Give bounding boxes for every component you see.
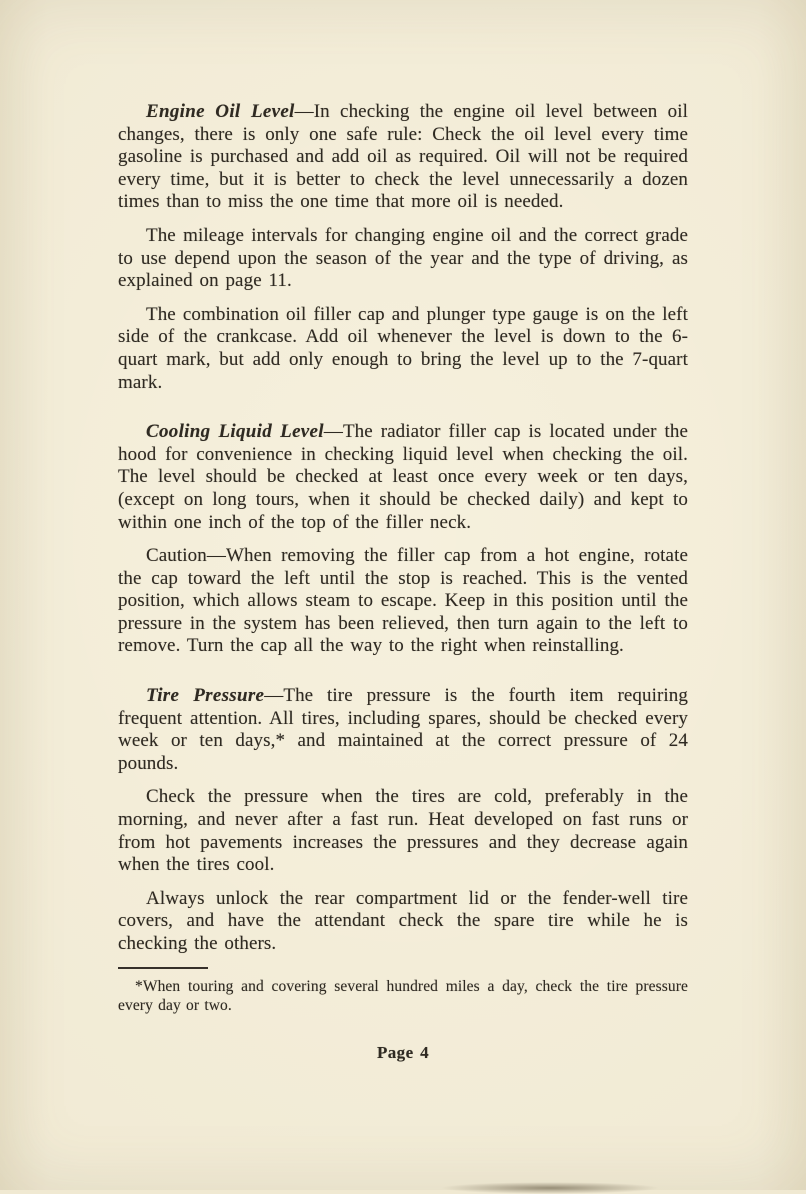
paragraph-body: The mileage intervals for changing engine oil and the correct grade to use depend upon the season of the year and the type of driving, as explained on page 11. [118,224,688,292]
page-text-block [118,101,688,1081]
paragraph-engine-oil-level [118,101,688,214]
footnote: *When touring and covering several hundred miles a day, check the tire pressure every day or two. [118,977,688,1014]
paragraph-spare-tire [118,888,688,956]
paragraph-check-pressure-cold [118,786,688,876]
paragraph-body: Always unlock the rear compartment lid or the fender-well tire covers, and have the attendant check the spare tire while he is checking the others. [118,887,688,954]
paragraph-tire-pressure [118,685,688,775]
paragraph-body: —The tire pressure is the fourth item requiring frequent attention. All tires, including spares, should be checked every week or ten days,* and maintained at the correct pressure of 24 pounds. [118,685,688,774]
footnote-divider [118,967,208,969]
scan-shadow [440,1182,660,1194]
paragraph-body: The combination oil filler cap and plunger type gauge is on the left side of the crankcase. Add oil whenever the level is down to the 6-quart mark, but add only enough to bring the level up to the 7-quart mark. [118,303,688,393]
paragraph-cooling-liquid-level [118,421,688,534]
paragraph-caution-filler-cap [118,545,688,658]
paragraph-oil-filler-cap [118,304,688,394]
page-number: Page 4 [377,1042,429,1062]
paragraph-body: —The radiator filler cap is located under the hood for convenience in checking liquid level when checking the oil. The level should be checked at least once every week or ten days, (except on long tours, when it should be checked daily) and kept to within one inch of the top of the filler neck. [118,421,688,533]
section-heading-cooling-liquid-level: Cooling Liquid Level [146,421,324,443]
paragraph-mileage-intervals [118,225,688,293]
section-heading-tire-pressure: Tire Pressure [146,685,265,707]
paragraph-body: Caution—When removing the filler cap from a hot engine, rotate the cap toward the left until the stop is reached. This is the vented position, which allows steam to escape. Keep in this position until the pressure in the system has been relieved, then turn again to the left to remove. Turn the cap all the way to the right when reinstalling. [118,545,688,657]
section-heading-engine-oil-level: Engine Oil Level [146,101,295,122]
paragraph-body: Check the pressure when the tires are cold, preferably in the morning, and never after a fast run. Heat developed on fast runs or from hot pavements increases the pressures and they decrease again when the tires cool. [118,786,688,876]
paragraph-body: —In checking the engine oil level between oil changes, there is only one safe rule: Check the oil level every time gasoline is purchased and add oil as required. Oil will not be required every time, but it is better to check the level unnecessarily a dozen times than to miss the one time that more oil is needed. [118,101,688,213]
